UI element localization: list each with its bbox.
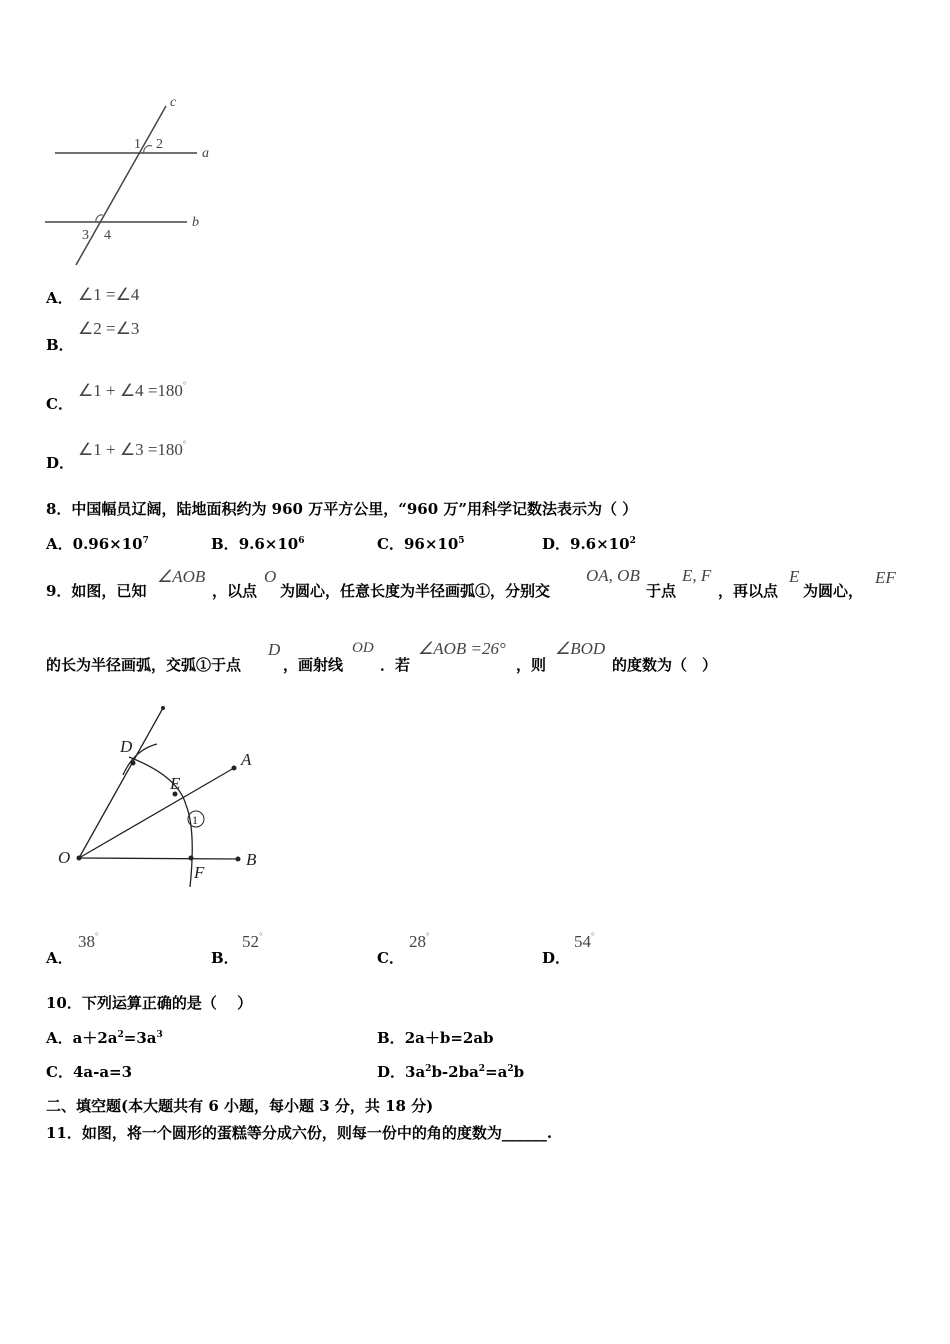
- ray-oa: [79, 768, 234, 858]
- point-o: [77, 856, 82, 861]
- label-o: O: [58, 848, 71, 867]
- q10-option-b-label: B．: [377, 1029, 405, 1047]
- q9-option-a-number: 38: [78, 932, 95, 951]
- label-2: 2: [156, 137, 163, 152]
- label-f: F: [194, 863, 205, 882]
- q8-option-a: [46, 533, 149, 554]
- q10-b-t1: 2a＋b=2ab: [404, 1029, 494, 1047]
- q7-option-b-expr: ∠2 =∠3: [78, 319, 140, 338]
- q8-option-d-exp: 2: [629, 536, 636, 546]
- q8-option-c-label: C．: [377, 535, 404, 553]
- q7-option-d-label: D．: [46, 454, 75, 472]
- q10-option-a: [46, 1027, 163, 1048]
- degree-symbol: °: [426, 931, 430, 941]
- q8-option-a-label: A．: [46, 535, 73, 553]
- q9-option-a-label: A．: [46, 949, 73, 967]
- label-a: A: [241, 750, 252, 769]
- q9-option-d-label: D．: [542, 949, 571, 967]
- degree-symbol: °: [259, 931, 263, 941]
- q8-option-c-exp: 5: [458, 536, 465, 546]
- q9-option-c-value: [409, 931, 430, 952]
- q10-a-s2: 3: [156, 1030, 163, 1040]
- label-4: 4: [104, 228, 111, 243]
- degree-symbol: °: [591, 931, 595, 941]
- q9-math-aob: ∠AOB: [157, 567, 206, 586]
- q10-option-a-label: A．: [46, 1029, 73, 1047]
- q9-option-d-value: [574, 931, 595, 952]
- q10-d-t1: 3a: [405, 1063, 426, 1081]
- q11-stem: 11．如图，将一个圆形的蛋糕等分成六份，则每一份中的角的度数为______.: [46, 1124, 553, 1142]
- q8-option-d-base: 9.6×10: [570, 535, 630, 553]
- q9-text-2d: ，则: [516, 656, 547, 674]
- ray-ob: [79, 858, 238, 859]
- q9-math-given: ∠AOB =26°: [418, 639, 506, 658]
- q10-a-s1: 2: [117, 1030, 124, 1040]
- q9-text-1c: 为圆心，任意长度为半径画弧①，分别交: [280, 582, 551, 600]
- q9-math-ef2: EF: [875, 568, 896, 587]
- q9-math-oaob: OA, OB: [586, 566, 640, 585]
- point-b: [236, 857, 241, 862]
- q8-option-d-label: D．: [542, 535, 571, 553]
- degree-symbol: °: [182, 380, 187, 390]
- section-heading: 二、填空题(本大题共有 6 小题，每小题 3 分，共 18 分): [46, 1097, 434, 1115]
- q7-option-d-expr: ∠1 + ∠3 =180: [78, 440, 183, 459]
- degree-symbol: °: [182, 439, 187, 449]
- q9-text-1a: 9．如图，已知: [46, 582, 147, 600]
- q7-option-d: [78, 439, 187, 460]
- q8-option-b: [211, 533, 305, 554]
- q9-option-a-value: [78, 931, 99, 952]
- label-e: E: [170, 774, 181, 793]
- q10-option-c-label: C．: [46, 1063, 73, 1081]
- q10-a-t1: a＋2a: [72, 1029, 118, 1047]
- q7-option-b-label: B．: [46, 336, 74, 354]
- q9-text-2a: 的长为半径画弧，交弧①于点: [46, 656, 242, 674]
- q10-d-t4: b: [513, 1063, 525, 1081]
- label-3: 3: [82, 228, 89, 243]
- q9-math-od: OD: [352, 640, 374, 656]
- q9-text-2c: ．若: [380, 656, 411, 674]
- q8-option-b-exp: 6: [298, 536, 305, 546]
- q8-option-b-label: B．: [211, 535, 239, 553]
- point-a: [232, 766, 237, 771]
- angle-mark-top: [144, 146, 152, 153]
- q8-option-c: [377, 533, 465, 554]
- q10-stem: 10．下列运算正确的是（ ）: [46, 994, 253, 1012]
- q10-d-t2: b-2ba: [431, 1063, 479, 1081]
- q9-option-b-value: [242, 931, 263, 952]
- q7-option-c-expr: ∠1 + ∠4 =180: [78, 381, 183, 400]
- q9-option-d-number: 54: [574, 932, 591, 951]
- q9-math-bod: ∠BOD: [555, 639, 606, 658]
- label-a: a: [202, 146, 209, 161]
- q9-text-1e: ，再以点: [718, 582, 779, 600]
- q8-option-c-base: 96×10: [403, 535, 459, 553]
- q9-option-b-label: B．: [211, 949, 239, 967]
- point-end-d: [161, 706, 165, 710]
- label-b: B: [246, 850, 257, 869]
- q10-option-d-label: D．: [377, 1063, 406, 1081]
- label-b: b: [192, 215, 199, 230]
- q9-text-1d: 于点: [646, 582, 677, 600]
- arc-1: [129, 757, 192, 887]
- label-d: D: [120, 737, 133, 756]
- degree-symbol: °: [95, 931, 99, 941]
- arc-number: 1: [192, 813, 198, 827]
- q7-option-a-expr: ∠1 =∠4: [78, 285, 140, 304]
- q10-d-s3: 2: [507, 1064, 514, 1074]
- q10-option-c: [46, 1061, 132, 1082]
- q10-c-t1: 4a-a=3: [72, 1063, 133, 1081]
- q8-option-b-base: 9.6×10: [238, 535, 299, 553]
- line-c: [76, 106, 166, 265]
- label-c: c: [170, 95, 177, 110]
- q9-option-c-label: C．: [377, 949, 404, 967]
- q8-option-a-exp: 7: [142, 536, 149, 546]
- q10-option-d: [377, 1061, 524, 1082]
- q9-math-ef: E, F: [682, 566, 712, 585]
- q9-text-2e: 的度数为（ ）: [612, 656, 718, 674]
- q7-option-a-label: A．: [46, 289, 73, 307]
- point-f: [189, 856, 194, 861]
- q9-text-1f: 为圆心，: [803, 582, 864, 600]
- parallel-lines-figure: [40, 90, 230, 270]
- q8-option-d: [542, 533, 636, 554]
- q7-option-c: [78, 380, 187, 401]
- q9-text-2b: ，画射线: [283, 656, 344, 674]
- label-1: 1: [134, 137, 141, 152]
- point-d: [131, 761, 136, 766]
- q9-option-c-number: 28: [409, 932, 426, 951]
- q9-text-1b: ，以点: [212, 582, 258, 600]
- q10-d-s1: 2: [425, 1064, 432, 1074]
- q9-math-d: D: [268, 640, 281, 659]
- ray-od: [79, 708, 163, 858]
- q9-option-b-number: 52: [242, 932, 259, 951]
- q10-d-t3: =a: [485, 1063, 508, 1081]
- q10-a-t2: =3a: [123, 1029, 157, 1047]
- q9-math-o: O: [264, 567, 277, 586]
- q9-math-e: E: [789, 567, 800, 586]
- q10-d-s2: 2: [478, 1064, 486, 1074]
- q8-option-a-base: 0.96×10: [72, 535, 143, 553]
- q7-option-c-label: C．: [46, 395, 73, 413]
- q8-stem: 8．中国幅员辽阔，陆地面积约为 960 万平方公里，“960 万”用科学记数法表示为（ ）: [46, 500, 638, 518]
- q10-option-b: [377, 1027, 494, 1048]
- angle-construction-figure: [50, 700, 280, 900]
